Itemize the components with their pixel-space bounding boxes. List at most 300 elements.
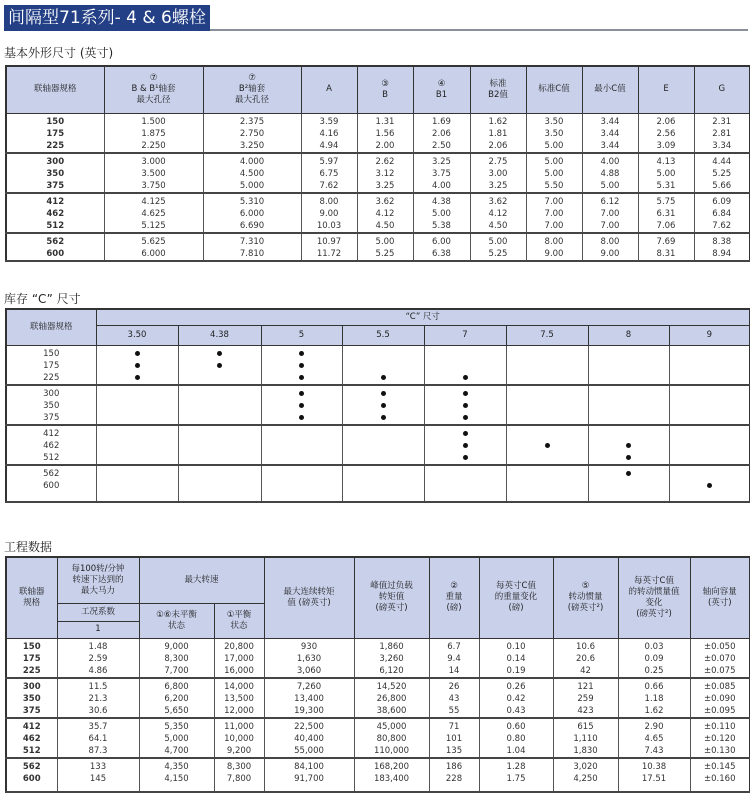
cell-value: 5.00 [544,168,564,179]
col-header-max-speed: 最大转速 [139,557,264,603]
table-cell [6,153,104,193]
stock-dot-icon [381,375,386,380]
cell-value: 350 [22,693,41,704]
col-header-c-4.38: 4.38 [178,325,261,345]
cell-value: 4.65 [644,733,664,744]
cell-value: 0.42 [506,693,526,704]
table-cell [618,758,690,792]
cell-value: 30.6 [88,705,108,716]
table-cell [178,465,261,502]
table-cell [618,638,690,678]
stock-dot-icon [217,363,222,368]
stock-dot-icon [299,375,304,380]
table-cell [301,113,357,153]
cell-value: 1.62 [488,116,508,127]
section-heading-stock-c: 库存 “C” 尺寸 [4,292,81,306]
cell-value: 0.10 [506,641,526,652]
cell-value: 101 [445,733,463,744]
table-cell [429,678,479,718]
col-header: G [694,66,750,113]
table-cell [261,425,342,465]
cell-value: ±0.070 [704,653,736,664]
section-heading-engineering: 工程数据 [4,540,53,554]
col-header: E [638,66,694,113]
table-cell [690,718,750,758]
cell-value: 6,800 [164,681,189,692]
cell-value: 4.16 [319,128,339,139]
cell-value: 5.00 [544,156,564,167]
cell-value: 1,110 [573,733,598,744]
cell-value: 2.75 [488,156,508,167]
cell-value: 4.50 [488,220,508,231]
col-header-inertia-per-c: 每英寸C值 的转动惯量值 变化 (磅英寸²) [618,557,690,638]
cell-value: 7.62 [319,180,339,191]
stock-dot-icon [626,455,631,460]
cell-value: 10.6 [576,641,595,652]
cell-value: 0.80 [506,733,526,744]
cell-value: 6.000 [141,248,166,259]
col-header-axial: 轴向容量 (英寸) [690,557,750,638]
table-cell [264,718,354,758]
cell-value: 600 [46,248,65,259]
cell-value: 43 [448,693,460,704]
table-cell [526,233,582,261]
cell-value: 7.00 [600,208,620,219]
cell-value: 2.06 [432,128,451,139]
cell-value: 11.72 [316,248,342,259]
table-cell [104,233,203,261]
cell-value: 4.625 [141,208,166,219]
table-cell [96,425,178,465]
table-cell [429,718,479,758]
table-cell [139,678,214,718]
cell-value: 26 [448,681,460,692]
cell-value: 80,800 [376,733,407,744]
table-cell [526,113,582,153]
table-cell [214,758,264,792]
cell-value: 20,800 [224,641,254,652]
cell-value: 3.44 [600,116,620,127]
cell-value: 5.125 [141,220,166,231]
cell-value: 6.75 [319,168,339,179]
cell-value: 7.00 [544,220,564,231]
cell-value: 5,000 [164,733,189,744]
cell-value: 14 [448,665,460,676]
cell-value: 3.250 [239,140,265,151]
table-cell [413,193,470,233]
cell-value: 1,630 [296,653,322,664]
cell-value: 300 [22,681,41,692]
table-cell [301,193,357,233]
table-cell [479,638,553,678]
table-cell [553,638,618,678]
col-header-weight: ② 重量 (磅) [429,557,479,638]
table-cell [638,153,694,193]
cell-value: 7.00 [544,196,564,207]
cell-value: 2.31 [712,116,732,127]
cell-value: 13,500 [224,693,254,704]
table-cell [57,638,139,678]
cell-value: 1.04 [506,745,526,756]
table-cell [261,345,342,385]
cell-value: 7.06 [656,220,676,231]
cell-value: 3,260 [379,653,404,664]
cell-value: 2.56 [656,128,676,139]
table-cell [6,233,104,261]
cell-value: 7.810 [239,248,265,259]
cell-value: 0.43 [506,705,526,716]
stock-dot-icon [135,375,140,380]
table-cell [669,425,750,465]
cell-value: 4,250 [573,773,598,784]
cell-value: 8.31 [656,248,676,259]
size-value: 462 [43,440,60,451]
table-cell [553,678,618,718]
table-cell [6,678,57,718]
cell-value: 6,200 [164,693,189,704]
table-cell [690,678,750,718]
stock-dot-icon [299,391,304,396]
cell-value: 0.14 [506,653,526,664]
cell-value: 4.94 [319,140,339,151]
cell-value: 55 [448,705,460,716]
table-row-group [6,233,750,261]
cell-value: 5.00 [432,208,451,219]
cell-value: 259 [577,693,594,704]
col-header-c-8: 8 [588,325,669,345]
cell-value: 4.88 [600,168,620,179]
table-cell [139,758,214,792]
stock-dot-icon [463,443,468,448]
cell-value: 5.66 [712,180,732,191]
cell-value: 1.18 [644,693,664,704]
cell-value: 6.7 [447,641,461,652]
table-cell [203,153,301,193]
section-heading-dimensions: 基本外形尺寸 (英寸) [4,46,114,60]
cell-value: 150 [46,116,65,127]
table-row-group [6,758,750,792]
cell-value: 8.00 [600,236,620,247]
cell-value: 5.25 [375,248,395,259]
table-cell [424,345,506,385]
table-cell [588,425,669,465]
cell-value: 1.28 [506,761,526,772]
cell-value: 8.00 [544,236,564,247]
cell-value: 3.44 [600,140,620,151]
table-cell [582,233,638,261]
cell-value: 3.000 [141,156,166,167]
col-header-c-7.5: 7.5 [506,325,588,345]
cell-value: 5.00 [656,168,676,179]
cell-value: 71 [448,721,460,732]
col-header: 联轴器规格 [6,66,104,113]
cell-value: 11.5 [88,681,108,692]
page-title: 间隔型71系列- 4 & 6螺栓 [4,5,210,31]
table-cell [582,193,638,233]
cell-value: 2.750 [239,128,265,139]
col-header-weight-per-c: 每英寸C值 的重量变化 (磅) [479,557,553,638]
cell-value: 42 [580,665,591,676]
cell-value: 0.19 [506,665,526,676]
cell-value: 9,000 [164,641,189,652]
cell-value: 10.38 [641,761,667,772]
cell-value: 175 [46,128,65,139]
cell-value: 0.09 [644,653,664,664]
cell-value: 5.000 [239,180,265,191]
cell-value: 562 [22,761,41,772]
cell-value: 10.03 [316,220,342,231]
table-cell [618,678,690,718]
dimensions-table [5,65,750,262]
stock-dot-icon [299,415,304,420]
stock-dot-icon [299,403,304,408]
cell-value: 4.44 [712,156,732,167]
table-row-group [6,385,750,425]
cell-value: 2.375 [239,116,265,127]
col-header-hp: 每100转/分钟 转速下达到的 最大马力 [57,557,139,603]
table-row-group [6,638,750,678]
cell-value: 17,000 [224,653,254,664]
cell-value: 14,520 [376,681,407,692]
table-cell [264,678,354,718]
stock-dot-icon [463,431,468,436]
cell-value: 12,000 [224,705,254,716]
stock-dot-icon [463,415,468,420]
table-cell [506,425,588,465]
col-header-cont-torque: 最大连续转矩 值 (磅英寸) [264,557,354,638]
cell-value: 3.62 [488,196,508,207]
cell-value: 3,020 [573,761,598,772]
table-cell [104,193,203,233]
table-cell [57,758,139,792]
cell-value: 7.310 [239,236,265,247]
cell-value: 183,400 [373,773,410,784]
cell-value: 10.97 [316,236,342,247]
table-cell [178,345,261,385]
cell-value: 462 [22,733,41,744]
cell-value: 3.500 [141,168,166,179]
table-cell [669,345,750,385]
cell-value: 5.25 [488,248,508,259]
table-row-group [6,345,750,385]
table-cell [6,638,57,678]
cell-value: 6.31 [656,208,676,219]
size-value: 150 [43,348,60,359]
stock-dot-icon [135,363,140,368]
col-header-peak-torque: 峰值过负载 转矩值 (磅英寸) [354,557,429,638]
col-header-c-3.50: 3.50 [96,325,178,345]
table-cell [526,193,582,233]
col-header-size: 联轴器规格 [6,309,96,345]
table-cell [506,465,588,502]
col-header-balanced: ①平衡 状态 [214,603,264,638]
cell-value: 5.97 [319,156,339,167]
cell-value: 91,700 [294,773,324,784]
table-row-group [6,113,750,153]
cell-value: 3,060 [296,665,322,676]
stock-dot-icon [381,415,386,420]
table-cell [424,425,506,465]
table-cell [57,678,139,718]
cell-value: 562 [46,236,65,247]
cell-value: 14,000 [224,681,254,692]
table-cell [354,678,429,718]
cell-value: 84,100 [294,761,324,772]
cell-value: 0.26 [506,681,526,692]
cell-value: 5.00 [375,236,395,247]
cell-value: 1.81 [488,128,508,139]
cell-value: 3.25 [432,156,451,167]
table-cell [479,678,553,718]
cell-value: 4.13 [656,156,676,167]
size-value: 600 [43,480,60,491]
stock-dot-icon [135,351,140,356]
cell-value: 2.00 [375,140,395,151]
cell-value: 2.62 [375,156,395,167]
cell-value: 1.48 [88,641,108,652]
cell-value: 0.03 [644,641,664,652]
cell-value: 930 [300,641,318,652]
size-value: 225 [43,372,60,383]
cell-value: 16,000 [224,665,254,676]
size-value: 562 [43,468,60,479]
col-header: ⑦ B & B¹轴套 最大孔径 [104,66,203,113]
size-value: 512 [43,452,60,463]
cell-value: 4.12 [488,208,508,219]
stock-dot-icon [463,403,468,408]
table-row-group [6,425,750,465]
table-cell [413,153,470,193]
cell-value: 462 [46,208,65,219]
table-cell [690,638,750,678]
cell-value: 6.09 [712,196,732,207]
table-cell [424,465,506,502]
cell-value: 6.000 [239,208,265,219]
cell-value: 87.3 [88,745,108,756]
table-cell [429,638,479,678]
stock-dot-icon [463,455,468,460]
cell-value: 7.00 [600,220,620,231]
table-cell [357,113,413,153]
table-cell [342,385,424,425]
cell-value: 412 [46,196,65,207]
table-cell [690,758,750,792]
table-cell [413,113,470,153]
cell-value: 5.75 [656,196,676,207]
cell-value: 9,200 [226,745,252,756]
cell-value: 13,400 [294,693,324,704]
stock-dot-icon [217,351,222,356]
col-header: ③ B [357,66,413,113]
table-cell [6,193,104,233]
cell-value: 8.38 [712,236,732,247]
cell-value: 5,350 [164,721,189,732]
table-cell [342,465,424,502]
cell-value: 300 [46,156,65,167]
table-cell [694,233,750,261]
table-cell [96,465,178,502]
size-value: 412 [43,428,60,439]
cell-value: 145 [89,773,107,784]
table-cell [479,718,553,758]
table-cell [354,758,429,792]
cell-value: 0.66 [644,681,664,692]
table-cell [506,385,588,425]
cell-value: 3.44 [600,128,620,139]
col-header-c-5: 5 [261,325,342,345]
table-cell [553,718,618,758]
cell-value: 19,300 [294,705,324,716]
table-cell [6,385,96,425]
stock-dot-icon [626,471,631,476]
table-cell [178,385,261,425]
cell-value: 512 [22,745,41,756]
cell-value: 3.34 [712,140,732,151]
table-cell [6,113,104,153]
col-header-c-9: 9 [669,325,750,345]
cell-value: 7.69 [656,236,676,247]
cell-value: 35.7 [88,721,108,732]
cell-value: 6.84 [712,208,732,219]
col-header: 标准 B2值 [470,66,526,113]
table-cell [6,465,96,502]
cell-value: 7.62 [712,220,732,231]
table-cell [301,233,357,261]
cell-value: 512 [46,220,65,231]
cell-value: 4.38 [432,196,451,207]
cell-value: 4.86 [88,665,108,676]
cell-value: 2.81 [712,128,732,139]
table-cell [582,153,638,193]
table-cell [638,233,694,261]
cell-value: 3.75 [432,168,451,179]
cell-value: 225 [46,140,65,151]
cell-value: 615 [577,721,594,732]
col-header: 标准C值 [526,66,582,113]
cell-value: 4,150 [164,773,189,784]
table-cell [261,385,342,425]
table-cell [479,758,553,792]
table-cell [694,113,750,153]
cell-value: 4,700 [164,745,189,756]
cell-value: ±0.160 [704,773,736,784]
table-cell [357,153,413,193]
table-cell [214,638,264,678]
cell-value: 5.625 [141,236,166,247]
table-cell [470,233,526,261]
cell-value: 3.00 [488,168,508,179]
col-header-c-group: “C” 尺寸 [96,309,750,325]
table-cell [470,153,526,193]
cell-value: 55,000 [294,745,324,756]
table-cell [506,345,588,385]
cell-value: 168,200 [373,761,410,772]
cell-value: 3.50 [544,128,564,139]
cell-value: 11,000 [224,721,254,732]
cell-value: 5,650 [164,705,189,716]
col-header: ⑦ B²轴套 最大孔径 [203,66,301,113]
cell-value: 110,000 [373,745,410,756]
cell-value: 3.50 [544,116,564,127]
cell-value: 175 [22,653,41,664]
cell-value: ±0.120 [704,733,736,744]
cell-value: 4,350 [164,761,189,772]
table-cell [104,153,203,193]
cell-value: 5.00 [544,140,564,151]
cell-value: 600 [22,773,41,784]
cell-value: 150 [22,641,41,652]
cell-value: 3.25 [488,180,508,191]
